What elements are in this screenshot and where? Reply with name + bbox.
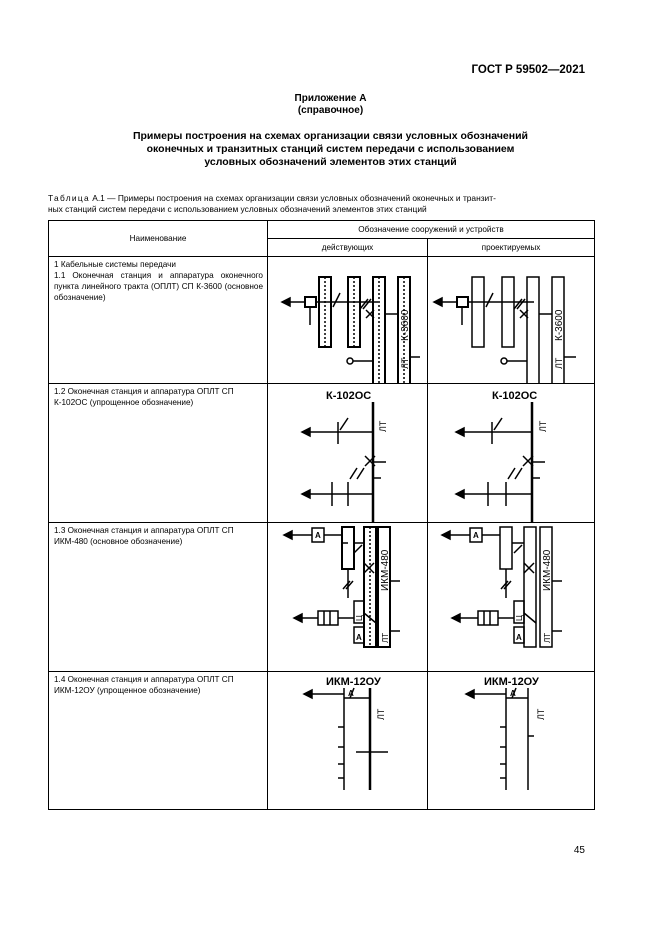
designations-table [48,220,595,810]
lt-label: ЛТ [543,632,552,643]
symbol-existing-k3600 [268,257,428,384]
a-label: А [516,633,522,642]
c-label: Ц [355,615,364,621]
appendix-subtitle: (справочное) [297,105,364,116]
lt-label: ЛТ [554,357,564,369]
k102os-planned-diagram [428,384,595,522]
row-description: 1.4 Оконечная станция и аппаратура ОПЛТ СП ИКМ-12ОУ (упрощенное обозначение) [49,672,268,810]
a-label: А [510,689,516,698]
system-label: ИКМ-480 [542,549,553,591]
header-group: Обозначение сооружений и устройств [268,221,595,239]
row-description: 1.2 Оконечная станция и аппаратура ОПЛТ СП К-102ОС (упрощенное обозначение) [49,384,268,523]
ikm12ou-existing-diagram [268,672,428,809]
page-number: 45 [573,845,585,856]
c-label: Ц [515,615,524,621]
symbol-planned-k102os [428,384,595,523]
lt-label: ЛТ [536,708,546,720]
ikm480-existing-diagram [268,523,428,671]
row-description [49,257,268,384]
caption-line2: ных станций систем передачи с использованием условных обозначений элементов этих станций [48,204,427,214]
k3600-existing-diagram [268,257,428,383]
system-label: К-3600 [554,309,565,341]
lt-label: ЛТ [381,632,390,643]
system-label: К-3600 [400,309,411,341]
a-label: А [315,531,321,540]
system-label: ИКМ-480 [380,549,391,591]
lt-label: ЛТ [538,420,548,432]
symbol-planned-k3600 [428,257,595,384]
header-planned: проектируемых [428,239,595,257]
main-title-line1: Примеры построения на схемах организации связи условных обозначений [132,130,529,142]
a-label: А [473,531,479,540]
standard-number: ГОСТ Р 59502—2021 [471,64,585,76]
symbol-planned-ikm12ou [428,672,595,810]
system-label: К-102ОС [492,390,538,402]
main-title [0,130,661,169]
symbol-existing-ikm12ou [268,672,428,810]
k3600-planned-diagram [428,257,595,383]
table-caption [48,193,614,215]
caption-prefix: Таблица [48,193,90,203]
header-name: Наименование [49,221,268,257]
k102os-existing-diagram [268,384,428,522]
main-title-line2: оконечных и транзитных станций систем передачи с использованием [146,143,515,155]
caption-line1: А.1 — Примеры построения на схемах организации связи условных обозначений оконечных и транзит- [89,193,496,203]
appendix-title: Приложение А [294,93,367,104]
main-title-line3: условных обозначений элементов этих станций [204,156,457,168]
appendix-heading [0,93,661,117]
lt-label: ЛТ [378,420,388,432]
ikm480-planned-diagram [428,523,595,671]
symbol-planned-ikm480 [428,523,595,672]
symbol-existing-k102os [268,384,428,523]
a-label: А [356,633,362,642]
lt-label: ЛТ [376,708,386,720]
section-title: 1 Кабельные системы передачи [54,260,176,269]
system-label: К-102ОС [326,390,372,402]
lt-label: ЛТ [400,357,410,369]
symbol-existing-ikm480 [268,523,428,672]
a-label: А [348,689,354,698]
ikm12ou-planned-diagram [428,672,595,809]
system-label: ИКМ-12ОУ [326,676,381,688]
header-existing: действующих [268,239,428,257]
row-text: 1.1 Оконечная станция и аппаратура оконечного пункта линейного тракта (ОПЛТ) СП К-3600 (основное обозначение) [54,271,263,302]
row-description: 1.3 Оконечная станция и аппаратура ОПЛТ СП ИКМ-480 (основное обозначение) [49,523,268,672]
system-label: ИКМ-12ОУ [484,676,539,688]
